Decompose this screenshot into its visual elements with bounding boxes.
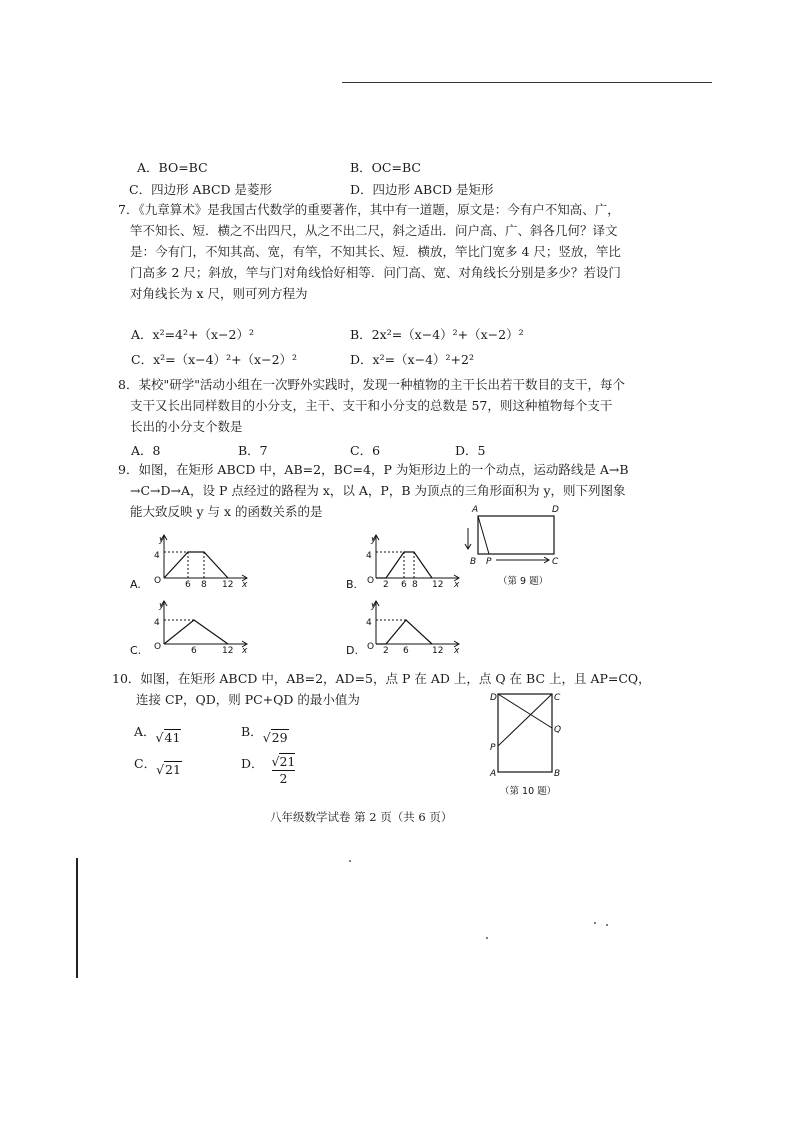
y-label: y — [159, 601, 165, 611]
q8-line-1: 8．某校"研学"活动小组在一次野外实践时，发现一种植物的主干长出若干数目的支干，每个 — [118, 377, 625, 392]
q10-option-a: A．√41 — [134, 724, 181, 745]
x-label: x — [242, 646, 248, 656]
tick-4: 4 — [154, 551, 160, 561]
q8-option-b: B．7 — [238, 443, 268, 458]
q9-graph-a — [130, 532, 250, 592]
q8-option-d: D．5 — [455, 443, 486, 458]
scan-dot — [486, 937, 488, 939]
tick-6: 6 — [185, 580, 191, 590]
label-c: C — [552, 557, 559, 567]
q10-option-b: B．√29 — [241, 724, 288, 745]
q7-option-c: C．x²=（x−4）²+（x−2）² — [131, 352, 298, 367]
x-label: x — [454, 646, 460, 656]
q10-option-d-numerator: 21 — [279, 754, 296, 769]
q6-option-b: B．OC=BC — [350, 160, 421, 175]
scan-dot — [349, 860, 351, 862]
q9-option-d-letter: D. — [346, 644, 358, 657]
label-d: D — [490, 693, 497, 703]
graph-line — [164, 620, 228, 644]
q7-line-2: 竿不知长、短．横之不出四尺，从之不出二尺，斜之适出．问户高、广、斜各几何？译文 — [130, 223, 618, 238]
y-label: y — [159, 535, 165, 545]
q10-line-1: 10．如图，在矩形 ABCD 中，AB=2，AD=5，点 P 在 AD 上，点 Q 在 BC 上，且 AP=CQ， — [112, 671, 651, 686]
q10-option-a-radicand: 41 — [164, 730, 181, 745]
q10-option-d-denominator: 2 — [279, 771, 288, 786]
q7-line-3: 是：今有门，不知其高、宽，有竿，不知其长、短．横放，竿比门宽多 4 尺；竖放，竿比 — [130, 244, 621, 259]
q9-option-c-letter: C. — [130, 644, 142, 657]
origin-label: O — [154, 642, 162, 652]
q8-line-2: 支干又长出同样数目的小分支，主干、支干和小分支的总数是 57，则这种植物每个支干 — [130, 398, 613, 413]
tick-6: 6 — [401, 580, 407, 590]
tick-4: 4 — [154, 618, 160, 628]
q9-line-3: 能大致反映 y 与 x 的函数关系的是 — [130, 504, 323, 519]
segment-ap — [478, 516, 489, 554]
q8-option-a: A．8 — [131, 443, 161, 458]
y-label: y — [371, 601, 377, 611]
q7-line-4: 门高多 2 尺；斜放，竿与门对角线恰好相等．问门高、宽、对角线长分别是多少？若设门 — [130, 265, 621, 280]
label-a: A — [490, 769, 497, 779]
q6-option-a: A．BO=BC — [137, 160, 208, 175]
x-label: x — [242, 580, 248, 590]
scan-dot — [594, 922, 596, 924]
question-7 — [118, 199, 621, 304]
graph-line — [164, 552, 228, 578]
rectangle-abcd — [498, 694, 552, 772]
figure-caption: （第 9 题） — [498, 576, 549, 587]
tick-2: 2 — [383, 646, 389, 656]
segment-cp — [498, 694, 552, 746]
tick-8: 8 — [412, 580, 418, 590]
q10-line-2: 连接 CP，QD，则 PC+QD 的最小值为 — [136, 692, 360, 707]
q9-option-a-letter: A. — [130, 578, 141, 591]
tick-6: 6 — [191, 646, 197, 656]
page-footer: 八年级数学试卷 第 2 页（共 6 页） — [270, 810, 453, 824]
label-p: P — [490, 743, 496, 753]
q6-option-d: D．四边形 ABCD 是矩形 — [350, 182, 494, 197]
label-q: Q — [554, 725, 562, 735]
graph-line — [376, 620, 432, 644]
q9-figure — [462, 502, 572, 592]
q10-option-d-letter: D． — [241, 756, 264, 771]
figure-caption: （第 10 题） — [500, 786, 557, 797]
origin-label: O — [154, 576, 162, 586]
tick-12: 12 — [432, 580, 444, 590]
header-rule — [342, 82, 712, 83]
q9-graph-d — [346, 598, 466, 658]
q8-line-3: 长出的小分支个数是 — [130, 419, 243, 434]
tick-6: 6 — [403, 646, 409, 656]
q10-option-b-radicand: 29 — [271, 730, 288, 745]
origin-label: O — [367, 642, 375, 652]
label-p: P — [486, 557, 492, 567]
q10-option-b-letter: B． — [241, 724, 263, 739]
q8-option-c: C．6 — [350, 443, 381, 458]
tick-8: 8 — [201, 580, 207, 590]
q10-option-c: C．√21 — [134, 756, 181, 777]
q10-option-a-letter: A． — [134, 724, 156, 739]
q9-line-1: 9．如图，在矩形 ABCD 中，AB=2，BC=4，P 为矩形边上的一个动点，运动路线是 A→B — [118, 462, 629, 477]
question-8 — [118, 374, 625, 437]
q6-option-c: C．四边形 ABCD 是菱形 — [129, 182, 273, 197]
y-label: y — [371, 535, 377, 545]
scan-edge-line — [76, 858, 78, 978]
x-label: x — [454, 580, 460, 590]
q9-option-b-letter: B. — [346, 578, 358, 591]
tick-12: 12 — [222, 646, 234, 656]
segment-dq — [498, 694, 552, 728]
origin-label: O — [367, 576, 375, 586]
tick-12: 12 — [222, 580, 234, 590]
q10-option-d: D． $\frac{√21}{2}$ — [241, 754, 296, 786]
q10-figure — [480, 688, 580, 798]
q7-option-a: A．x²=4²+（x−2）² — [131, 327, 254, 342]
tick-2: 2 — [383, 580, 389, 590]
q7-option-b: B．2x²=（x−4）²+（x−2）² — [350, 327, 524, 342]
label-d: D — [552, 505, 559, 515]
label-b: B — [554, 769, 561, 779]
q9-graph-c — [130, 598, 250, 658]
tick-12: 12 — [432, 646, 444, 656]
q10-option-c-letter: C． — [134, 756, 157, 771]
scan-dot — [606, 924, 608, 926]
q9-line-2: →C→D→A，设 P 点经过的路程为 x，以 A，P，B 为顶点的三角形面积为 y，则下列图象 — [130, 483, 626, 498]
q7-line-5: 对角线长为 x 尺，则可列方程为 — [130, 286, 308, 301]
label-a: A — [472, 505, 479, 515]
q9-graph-b — [346, 532, 466, 592]
rectangle-abcd — [478, 516, 554, 554]
q10-option-c-radicand: 21 — [165, 762, 181, 777]
q7-option-d: D．x²=（x−4）²+2² — [350, 352, 474, 367]
tick-4: 4 — [366, 551, 372, 561]
label-c: C — [554, 693, 561, 703]
q7-line-1: 7．《九章算术》是我国古代数学的重要著作，其中有一道题，原文是：今有户不知高、广， — [118, 202, 620, 217]
label-b: B — [470, 557, 477, 567]
tick-4: 4 — [366, 618, 372, 628]
